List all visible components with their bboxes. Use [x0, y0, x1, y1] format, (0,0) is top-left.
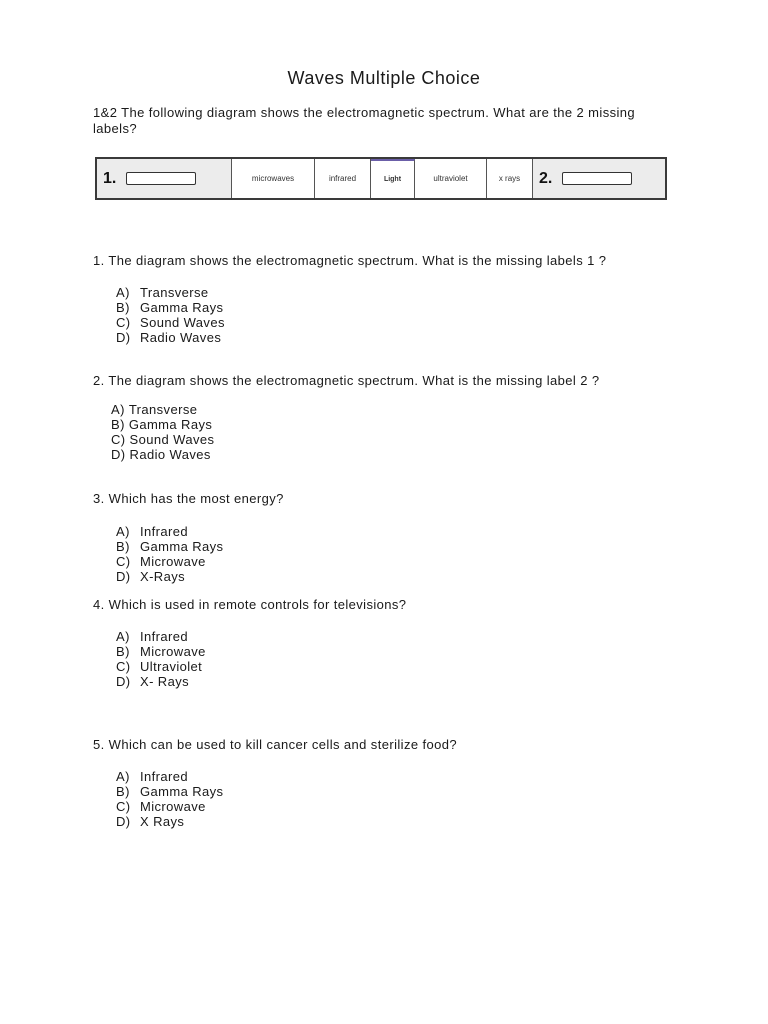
options-2	[111, 402, 511, 462]
spectrum-diagram	[95, 157, 667, 200]
option-letter: D)	[116, 569, 131, 584]
option-letter: D)	[111, 447, 126, 462]
option-3d[interactable]	[116, 569, 516, 584]
option-text: Sound Waves	[140, 315, 225, 330]
option-1a[interactable]	[116, 285, 516, 300]
option-2d[interactable]	[111, 447, 511, 462]
question-5: 5. Which can be used to kill cancer cells and sterilize food?	[93, 737, 458, 752]
option-letter: A)	[111, 402, 125, 417]
option-letter: B)	[116, 644, 130, 659]
spectrum-cell-microwaves: microwaves	[232, 159, 315, 198]
option-text: Ultraviolet	[140, 659, 203, 674]
option-letter: C)	[116, 315, 131, 330]
option-text: Gamma Rays	[128, 417, 213, 432]
intro-text: 1&2 The following diagram shows the electromagnetic spectrum. What are the 2 missing labels?	[93, 105, 636, 136]
option-letter: C)	[116, 659, 131, 674]
option-5d[interactable]	[116, 814, 516, 829]
question-4: 4. Which is used in remote controls for televisions?	[93, 597, 407, 612]
option-1b[interactable]	[116, 300, 516, 315]
option-2a[interactable]	[111, 402, 511, 417]
option-letter: B)	[111, 417, 125, 432]
option-text: X- Rays	[140, 674, 190, 689]
option-text: Infrared	[140, 769, 189, 784]
option-letter: A)	[116, 285, 130, 300]
spectrum-cell-1	[97, 159, 232, 198]
spectrum-label-2: 2.	[539, 169, 553, 187]
option-letter: C)	[111, 432, 126, 447]
question-1: 1. The diagram shows the electromagnetic spectrum. What is the missing labels 1 ?	[93, 253, 607, 268]
option-letter: A)	[116, 629, 130, 644]
option-text: Microwave	[140, 554, 206, 569]
option-text: Gamma Rays	[140, 539, 224, 554]
option-text: Gamma Rays	[140, 784, 224, 799]
option-1d[interactable]	[116, 330, 516, 345]
option-letter: B)	[116, 784, 130, 799]
spectrum-cell-2	[533, 159, 665, 198]
blank-box-2	[562, 172, 632, 185]
option-3a[interactable]	[116, 524, 516, 539]
option-text: Infrared	[140, 629, 189, 644]
option-text: Microwave	[140, 799, 206, 814]
option-letter: C)	[116, 799, 131, 814]
option-4b[interactable]	[116, 644, 516, 659]
option-letter: B)	[116, 300, 130, 315]
option-text: Radio Waves	[129, 447, 211, 462]
option-2c[interactable]	[111, 432, 511, 447]
option-text: Microwave	[140, 644, 206, 659]
spectrum-cell-xrays: x rays	[487, 159, 533, 198]
option-letter: A)	[116, 524, 130, 539]
spectrum-cell-infrared: infrared	[315, 159, 371, 198]
option-2b[interactable]	[111, 417, 511, 432]
option-text: Transverse	[140, 285, 209, 300]
option-text: Gamma Rays	[140, 300, 224, 315]
question-3: 3. Which has the most energy?	[93, 491, 284, 506]
option-5c[interactable]	[116, 799, 516, 814]
spectrum-cell-ultraviolet: ultraviolet	[415, 159, 487, 198]
blank-box-1	[126, 172, 196, 185]
option-1c[interactable]	[116, 315, 516, 330]
question-2: 2. The diagram shows the electromagnetic spectrum. What is the missing label 2 ?	[93, 373, 600, 388]
option-letter: A)	[116, 769, 130, 784]
option-letter: B)	[116, 539, 130, 554]
option-3b[interactable]	[116, 539, 516, 554]
option-letter: C)	[116, 554, 131, 569]
option-5a[interactable]	[116, 769, 516, 784]
option-5b[interactable]	[116, 784, 516, 799]
option-letter: D)	[116, 814, 131, 829]
option-text: X-Rays	[140, 569, 186, 584]
page-title: Waves Multiple Choice	[287, 68, 481, 88]
option-4d[interactable]	[116, 674, 516, 689]
option-4c[interactable]	[116, 659, 516, 674]
options-5	[116, 769, 516, 829]
options-3	[116, 524, 516, 584]
option-text: Radio Waves	[140, 330, 222, 345]
spectrum-label-1: 1.	[103, 169, 117, 187]
option-letter: D)	[116, 674, 131, 689]
option-text: Sound Waves	[129, 432, 215, 447]
option-3c[interactable]	[116, 554, 516, 569]
option-letter: D)	[116, 330, 131, 345]
options-4	[116, 629, 516, 689]
option-4a[interactable]	[116, 629, 516, 644]
options-1	[116, 285, 516, 345]
option-text: Transverse	[128, 402, 198, 417]
option-text: Infrared	[140, 524, 189, 539]
spectrum-cell-light: Light	[371, 159, 415, 198]
option-text: X Rays	[140, 814, 185, 829]
